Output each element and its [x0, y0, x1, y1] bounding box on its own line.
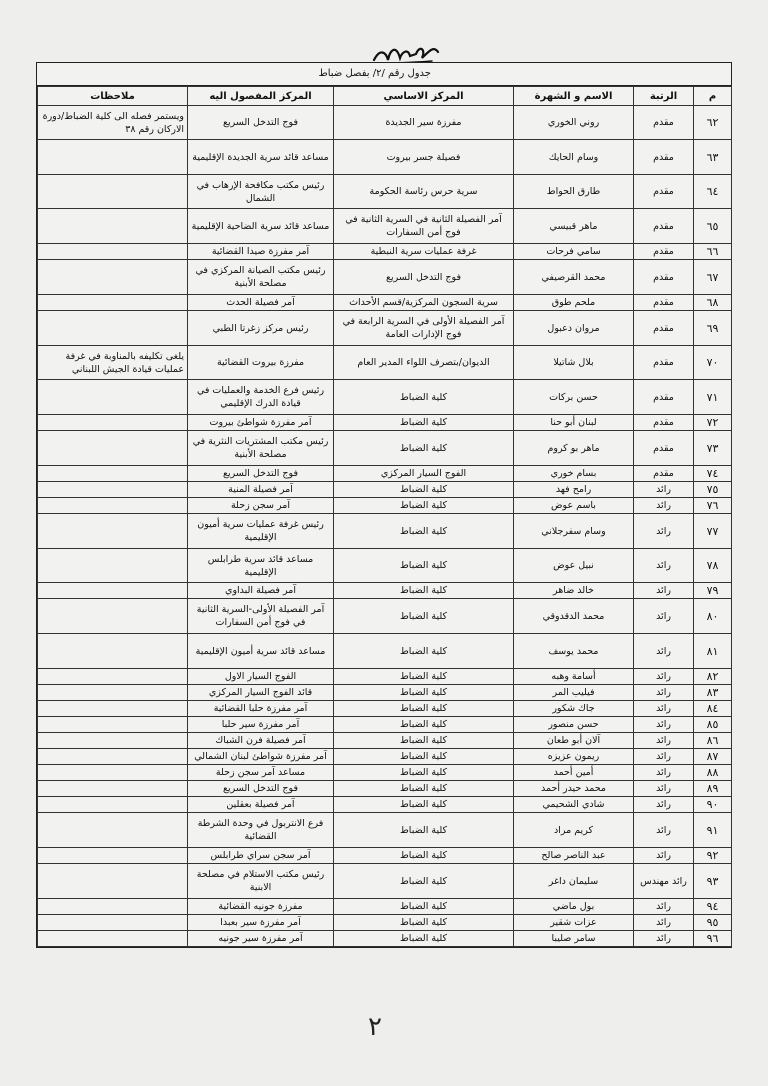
cell-notes	[38, 415, 188, 431]
cell-notes	[38, 781, 188, 797]
table-row	[38, 209, 732, 244]
table-row	[38, 733, 732, 749]
cell-name: بول ماضي	[514, 899, 634, 915]
cell-origin: كلية الضباط	[334, 717, 514, 733]
cell-origin: كلية الضباط	[334, 599, 514, 634]
header-assigned: المركز المفصول اليه	[188, 87, 334, 106]
page-number: ٢	[368, 1012, 382, 1042]
cell-notes	[38, 244, 188, 260]
cell-rank: رائد	[634, 733, 694, 749]
cell-assigned: رئيس مكتب المشتريات النثرية في مصلحة الأبنية	[188, 431, 334, 466]
cell-origin: كلية الضباط	[334, 733, 514, 749]
cell-rank: رائد	[634, 599, 694, 634]
cell-assigned: مساعد آمر سجن زحلة	[188, 765, 334, 781]
cell-num: ٩٦	[694, 931, 732, 947]
cell-origin: كلية الضباط	[334, 931, 514, 947]
table-row	[38, 685, 732, 701]
cell-num: ٧١	[694, 380, 732, 415]
cell-rank: رائد	[634, 765, 694, 781]
cell-num: ٧٦	[694, 498, 732, 514]
cell-assigned: فوج التدخل السريع	[188, 466, 334, 482]
cell-assigned: قائد الفوج السيار المركزي	[188, 685, 334, 701]
cell-num: ٩٢	[694, 848, 732, 864]
table-row	[38, 583, 732, 599]
cell-num: ٦٧	[694, 260, 732, 295]
cell-assigned: رئيس مكتب الاستلام في مصلحة الابنية	[188, 864, 334, 899]
cell-notes	[38, 466, 188, 482]
cell-assigned: آمر مفرزة صيدا القضائية	[188, 244, 334, 260]
table-row	[38, 260, 732, 295]
cell-rank: مقدم	[634, 380, 694, 415]
table-row	[38, 599, 732, 634]
cell-name: ريمون عزيزه	[514, 749, 634, 765]
cell-assigned: آمر فصيلة المنية	[188, 482, 334, 498]
cell-num: ٨٨	[694, 765, 732, 781]
cell-assigned: مساعد قائد سرية طرابلس الإقليمية	[188, 549, 334, 583]
cell-notes	[38, 498, 188, 514]
cell-num: ٦٦	[694, 244, 732, 260]
cell-name: رامح فهد	[514, 482, 634, 498]
header-notes: ملاحظات	[38, 87, 188, 106]
cell-rank: رائد	[634, 931, 694, 947]
table-row	[38, 175, 732, 209]
cell-rank: رائد	[634, 781, 694, 797]
cell-assigned: فوج التدخل السريع	[188, 781, 334, 797]
cell-notes	[38, 514, 188, 549]
cell-num: ٨٤	[694, 701, 732, 717]
cell-assigned: آمر مفرزة سير جونيه	[188, 931, 334, 947]
table-row	[38, 346, 732, 380]
cell-origin: كلية الضباط	[334, 848, 514, 864]
cell-name: عزات شقير	[514, 915, 634, 931]
cell-name: ملحم طوق	[514, 295, 634, 311]
cell-num: ٦٥	[694, 209, 732, 244]
cell-num: ٨٧	[694, 749, 732, 765]
cell-rank: مقدم	[634, 311, 694, 346]
cell-name: باسم عوض	[514, 498, 634, 514]
table-row	[38, 848, 732, 864]
table-row	[38, 765, 732, 781]
table-row	[38, 514, 732, 549]
cell-num: ٨٦	[694, 733, 732, 749]
cell-rank: مقدم	[634, 466, 694, 482]
cell-origin: غرفة عمليات سرية النبطية	[334, 244, 514, 260]
cell-notes	[38, 931, 188, 947]
cell-rank: رائد	[634, 717, 694, 733]
cell-num: ٩١	[694, 813, 732, 848]
cell-origin: كلية الضباط	[334, 583, 514, 599]
cell-rank: رائد	[634, 482, 694, 498]
cell-notes	[38, 749, 188, 765]
cell-name: ماهر بو كروم	[514, 431, 634, 466]
cell-notes	[38, 431, 188, 466]
cell-origin: فصيلة جسر بيروت	[334, 140, 514, 175]
cell-notes	[38, 899, 188, 915]
cell-notes	[38, 311, 188, 346]
cell-notes	[38, 765, 188, 781]
cell-rank: مقدم	[634, 415, 694, 431]
cell-origin: كلية الضباط	[334, 864, 514, 899]
cell-notes	[38, 701, 188, 717]
cell-assigned: آمر فصيلة الحدث	[188, 295, 334, 311]
cell-name: مروان دعبول	[514, 311, 634, 346]
cell-name: عبد الناصر صالح	[514, 848, 634, 864]
table-row	[38, 431, 732, 466]
table-row	[38, 140, 732, 175]
cell-num: ٦٤	[694, 175, 732, 209]
cell-notes	[38, 380, 188, 415]
cell-name: كريم مراد	[514, 813, 634, 848]
cell-rank: رائد	[634, 514, 694, 549]
cell-name: بسام خوري	[514, 466, 634, 482]
cell-origin: كلية الضباط	[334, 498, 514, 514]
cell-num: ٧٧	[694, 514, 732, 549]
table-row	[38, 295, 732, 311]
table-row	[38, 106, 732, 140]
cell-assigned: آمر فصيلة البداوي	[188, 583, 334, 599]
cell-assigned: آمر مفرزة شواطئ بيروت	[188, 415, 334, 431]
cell-name: سامر صليبا	[514, 931, 634, 947]
cell-notes	[38, 482, 188, 498]
cell-rank: رائد	[634, 813, 694, 848]
cell-origin: كلية الضباط	[334, 514, 514, 549]
cell-name: حسن بركات	[514, 380, 634, 415]
cell-num: ٦٨	[694, 295, 732, 311]
cell-name: فيليب المر	[514, 685, 634, 701]
cell-num: ٧٢	[694, 415, 732, 431]
header-num: م	[694, 87, 732, 106]
table-row	[38, 749, 732, 765]
cell-rank: مقدم	[634, 260, 694, 295]
table-body	[38, 106, 732, 947]
cell-notes	[38, 634, 188, 669]
table-row	[38, 813, 732, 848]
cell-origin: مفرزة سير الجديدة	[334, 106, 514, 140]
cell-assigned: آمر سجن زحلة	[188, 498, 334, 514]
table-row	[38, 634, 732, 669]
cell-name: حسن منصور	[514, 717, 634, 733]
cell-name: جاك شكور	[514, 701, 634, 717]
cell-origin: كلية الضباط	[334, 482, 514, 498]
cell-rank: رائد	[634, 749, 694, 765]
cell-origin: كلية الضباط	[334, 685, 514, 701]
table-row	[38, 701, 732, 717]
cell-rank: مقدم	[634, 106, 694, 140]
cell-origin: كلية الضباط	[334, 701, 514, 717]
cell-assigned: آمر مفرزة سير بعبدا	[188, 915, 334, 931]
table-header-row	[38, 87, 732, 106]
cell-name: روني الخوري	[514, 106, 634, 140]
cell-origin: كلية الضباط	[334, 765, 514, 781]
cell-num: ٩٤	[694, 899, 732, 915]
cell-origin: كلية الضباط	[334, 431, 514, 466]
cell-num: ٧٣	[694, 431, 732, 466]
table-row	[38, 669, 732, 685]
cell-assigned: فرع الانتربول في وحدة الشرطة القضائية	[188, 813, 334, 848]
cell-name: سليمان داغر	[514, 864, 634, 899]
officers-table	[37, 86, 732, 947]
cell-rank: مقدم	[634, 244, 694, 260]
cell-rank: مقدم	[634, 175, 694, 209]
cell-notes	[38, 915, 188, 931]
table-row	[38, 899, 732, 915]
cell-assigned: آمر مفرزة حلبا القضائية	[188, 701, 334, 717]
cell-origin: كلية الضباط	[334, 813, 514, 848]
cell-num: ٨٠	[694, 599, 732, 634]
cell-name: لبنان أبو حنا	[514, 415, 634, 431]
cell-name: طارق الحواط	[514, 175, 634, 209]
table-row	[38, 915, 732, 931]
cell-assigned: رئيس غرفة عمليات سرية أميون الإقليمية	[188, 514, 334, 549]
cell-assigned: آمر فصيلة فرن الشباك	[188, 733, 334, 749]
cell-origin: آمر الفصيلة الأولى في السرية الرابعة في فوج الإدارات العامة	[334, 311, 514, 346]
cell-notes	[38, 717, 188, 733]
cell-name: محمد يوسف	[514, 634, 634, 669]
cell-name: أمين أحمد	[514, 765, 634, 781]
cell-name: آلان أبو طعان	[514, 733, 634, 749]
cell-rank: مقدم	[634, 295, 694, 311]
cell-assigned: فوج التدخل السريع	[188, 106, 334, 140]
cell-origin: كلية الضباط	[334, 749, 514, 765]
table-row	[38, 549, 732, 583]
cell-name: محمد حيدر أحمد	[514, 781, 634, 797]
cell-rank: رائد	[634, 685, 694, 701]
cell-notes	[38, 733, 188, 749]
cell-num: ٧٩	[694, 583, 732, 599]
cell-origin: كلية الضباط	[334, 380, 514, 415]
cell-rank: رائد	[634, 848, 694, 864]
table-row	[38, 931, 732, 947]
cell-num: ٨٣	[694, 685, 732, 701]
cell-origin: كلية الضباط	[334, 415, 514, 431]
cell-origin: كلية الضباط	[334, 781, 514, 797]
table-row	[38, 466, 732, 482]
table-row	[38, 482, 732, 498]
cell-rank: رائد	[634, 549, 694, 583]
cell-rank: رائد	[634, 498, 694, 514]
table-row	[38, 864, 732, 899]
cell-name: أسامة وهبه	[514, 669, 634, 685]
cell-notes	[38, 209, 188, 244]
cell-origin: آمر الفصيلة الثانية في السرية الثانية في فوج أمن السفارات	[334, 209, 514, 244]
cell-notes	[38, 669, 188, 685]
cell-assigned: مفرزة بيروت القضائية	[188, 346, 334, 380]
cell-num: ٧٨	[694, 549, 732, 583]
header-rank: الرتبة	[634, 87, 694, 106]
cell-num: ٦٣	[694, 140, 732, 175]
cell-origin: كلية الضباط	[334, 549, 514, 583]
table-row	[38, 797, 732, 813]
cell-num: ٨٢	[694, 669, 732, 685]
cell-origin: كلية الضباط	[334, 634, 514, 669]
table-row	[38, 380, 732, 415]
cell-assigned: آمر فصيلة بعقلين	[188, 797, 334, 813]
cell-origin: كلية الضباط	[334, 899, 514, 915]
cell-origin: سرية السجون المركزية/قسم الأحداث	[334, 295, 514, 311]
cell-notes: ويستمر فصله الى كلية الضباط/دورة الاركان رقم ٣٨	[38, 106, 188, 140]
table-row	[38, 717, 732, 733]
cell-notes	[38, 685, 188, 701]
cell-num: ٩٥	[694, 915, 732, 931]
cell-notes	[38, 295, 188, 311]
cell-rank: مقدم	[634, 209, 694, 244]
cell-rank: رائد	[634, 701, 694, 717]
cell-assigned: رئيس مكتب الصيانة المركزي في مصلحة الأبنية	[188, 260, 334, 295]
cell-origin: فوج التدخل السريع	[334, 260, 514, 295]
cell-notes	[38, 813, 188, 848]
cell-assigned: مساعد قائد سرية الجديدة الإقليمية	[188, 140, 334, 175]
cell-name: نبيل عوض	[514, 549, 634, 583]
cell-name: ماهر قبيسي	[514, 209, 634, 244]
cell-origin: الديوان/بتصرف اللواء المدير العام	[334, 346, 514, 380]
cell-rank: رائد	[634, 899, 694, 915]
cell-rank: مقدم	[634, 346, 694, 380]
cell-assigned: مفرزة جونيه القضائية	[188, 899, 334, 915]
cell-num: ٨٩	[694, 781, 732, 797]
table-row	[38, 498, 732, 514]
cell-assigned: مساعد قائد سرية الضاحية الإقليمية	[188, 209, 334, 244]
cell-notes: يلغى تكليفه بالمناوبة في غرفة عمليات قيادة الجيش اللبناني	[38, 346, 188, 380]
cell-num: ٨١	[694, 634, 732, 669]
cell-num: ٩٠	[694, 797, 732, 813]
cell-name: سامي فرحات	[514, 244, 634, 260]
cell-notes	[38, 260, 188, 295]
table-row	[38, 311, 732, 346]
table-row	[38, 244, 732, 260]
cell-assigned: رئيس مكتب مكافحة الإرهاب في الشمال	[188, 175, 334, 209]
cell-name: محمد القرصيفي	[514, 260, 634, 295]
cell-assigned: مساعد قائد سرية أميون الإقليمية	[188, 634, 334, 669]
cell-notes	[38, 140, 188, 175]
cell-origin: كلية الضباط	[334, 669, 514, 685]
cell-name: محمد الدقدوقي	[514, 599, 634, 634]
cell-rank: رائد مهندس	[634, 864, 694, 899]
cell-assigned: آمر مفرزة سير حلبا	[188, 717, 334, 733]
cell-assigned: رئيس مركز زغرتا الطبي	[188, 311, 334, 346]
header-name: الاسم و الشهرة	[514, 87, 634, 106]
cell-rank: مقدم	[634, 140, 694, 175]
cell-rank: رائد	[634, 583, 694, 599]
cell-num: ٦٩	[694, 311, 732, 346]
cell-num: ٧٤	[694, 466, 732, 482]
cell-origin: سرية حرس رئاسة الحكومة	[334, 175, 514, 209]
cell-name: خالد ضاهر	[514, 583, 634, 599]
cell-num: ٧٥	[694, 482, 732, 498]
cell-num: ٨٥	[694, 717, 732, 733]
cell-assigned: آمر مفرزة شواطئ لبنان الشمالي	[188, 749, 334, 765]
cell-name: شادي الشحيمي	[514, 797, 634, 813]
table-row	[38, 415, 732, 431]
cell-assigned: آمر سجن سراي طرابلس	[188, 848, 334, 864]
cell-notes	[38, 175, 188, 209]
cell-rank: رائد	[634, 669, 694, 685]
cell-name: بلال شاتيلا	[514, 346, 634, 380]
cell-assigned: الفوج السيار الاول	[188, 669, 334, 685]
cell-assigned: رئيس فرع الخدمة والعمليات في قيادة الدرك الإقليمي	[188, 380, 334, 415]
cell-notes	[38, 599, 188, 634]
cell-notes	[38, 864, 188, 899]
table-row	[38, 781, 732, 797]
cell-num: ٦٢	[694, 106, 732, 140]
cell-origin: كلية الضباط	[334, 915, 514, 931]
cell-origin: الفوج السيار المركزي	[334, 466, 514, 482]
cell-name: وسام الحايك	[514, 140, 634, 175]
cell-name: وسام سفرجلاني	[514, 514, 634, 549]
cell-assigned: آمر الفصيلة الأولى-السرية الثانية في فوج أمن السفارات	[188, 599, 334, 634]
cell-origin: كلية الضباط	[334, 797, 514, 813]
cell-num: ٩٣	[694, 864, 732, 899]
cell-notes	[38, 797, 188, 813]
cell-notes	[38, 848, 188, 864]
header-origin: المركز الاساسي	[334, 87, 514, 106]
cell-notes	[38, 549, 188, 583]
cell-rank: رائد	[634, 797, 694, 813]
cell-rank: رائد	[634, 634, 694, 669]
cell-notes	[38, 583, 188, 599]
cell-rank: رائد	[634, 915, 694, 931]
cell-rank: مقدم	[634, 431, 694, 466]
cell-num: ٧٠	[694, 346, 732, 380]
table-title: جدول رقم /٢/ بفصل ضباط	[37, 63, 731, 86]
officers-table-sheet	[36, 62, 732, 948]
